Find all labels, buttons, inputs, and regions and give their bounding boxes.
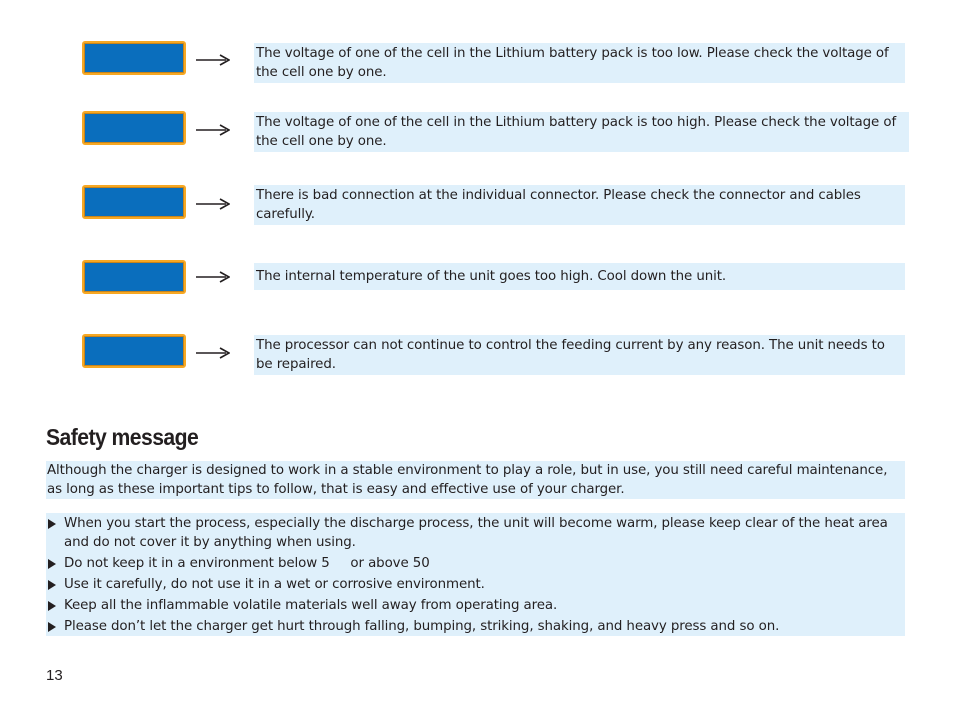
list-item: Do not keep it in a environment below 5 or above 50: [46, 554, 905, 573]
arrow-right-icon: [196, 271, 230, 283]
arrow-right-icon: [196, 124, 230, 136]
page-number: 13: [46, 667, 63, 684]
safety-intro: Although the charger is designed to work in a stable environment to play a role, but in use, you still need careful maintenance, as long as these important tips to follow, that is easy and effective use of your charger.: [46, 461, 905, 499]
list-item: Use it carefully, do not use it in a wet or corrosive environment.: [46, 575, 905, 594]
error-description: The processor can not continue to control the feeding current by any reason. The unit needs to be repaired.: [254, 335, 905, 375]
bullet-triangle-icon: [48, 559, 56, 569]
list-item: Please don’t let the charger get hurt through falling, bumping, striking, shaking, and heavy press and so on.: [46, 617, 905, 636]
lcd-display-icon: [82, 111, 186, 145]
lcd-display-icon: [82, 334, 186, 368]
arrow-right-icon: [196, 54, 230, 66]
list-item: Keep all the inflammable volatile materials well away from operating area.: [46, 596, 905, 615]
list-item: When you start the process, especially the discharge process, the unit will become warm, please keep clear of the heat area and do not cover it by anything when using.: [46, 514, 905, 552]
arrow-right-icon: [196, 347, 230, 359]
bullet-triangle-icon: [48, 601, 56, 611]
section-title: Safety message: [46, 424, 199, 450]
safety-bullet-list: [46, 513, 905, 636]
error-description: The voltage of one of the cell in the Lithium battery pack is too high. Please check the voltage of the cell one by one.: [254, 112, 909, 152]
bullet-triangle-icon: [48, 580, 56, 590]
error-description: The internal temperature of the unit goes too high. Cool down the unit.: [254, 263, 905, 290]
lcd-display-icon: [82, 41, 186, 75]
arrow-right-icon: [196, 198, 230, 210]
error-description: There is bad connection at the individual connector. Please check the connector and cables carefully.: [254, 185, 905, 225]
bullet-triangle-icon: [48, 519, 56, 529]
lcd-display-icon: [82, 185, 186, 219]
error-description: The voltage of one of the cell in the Lithium battery pack is too low. Please check the voltage of the cell one by one.: [254, 43, 905, 83]
lcd-display-icon: [82, 260, 186, 294]
bullet-triangle-icon: [48, 622, 56, 632]
